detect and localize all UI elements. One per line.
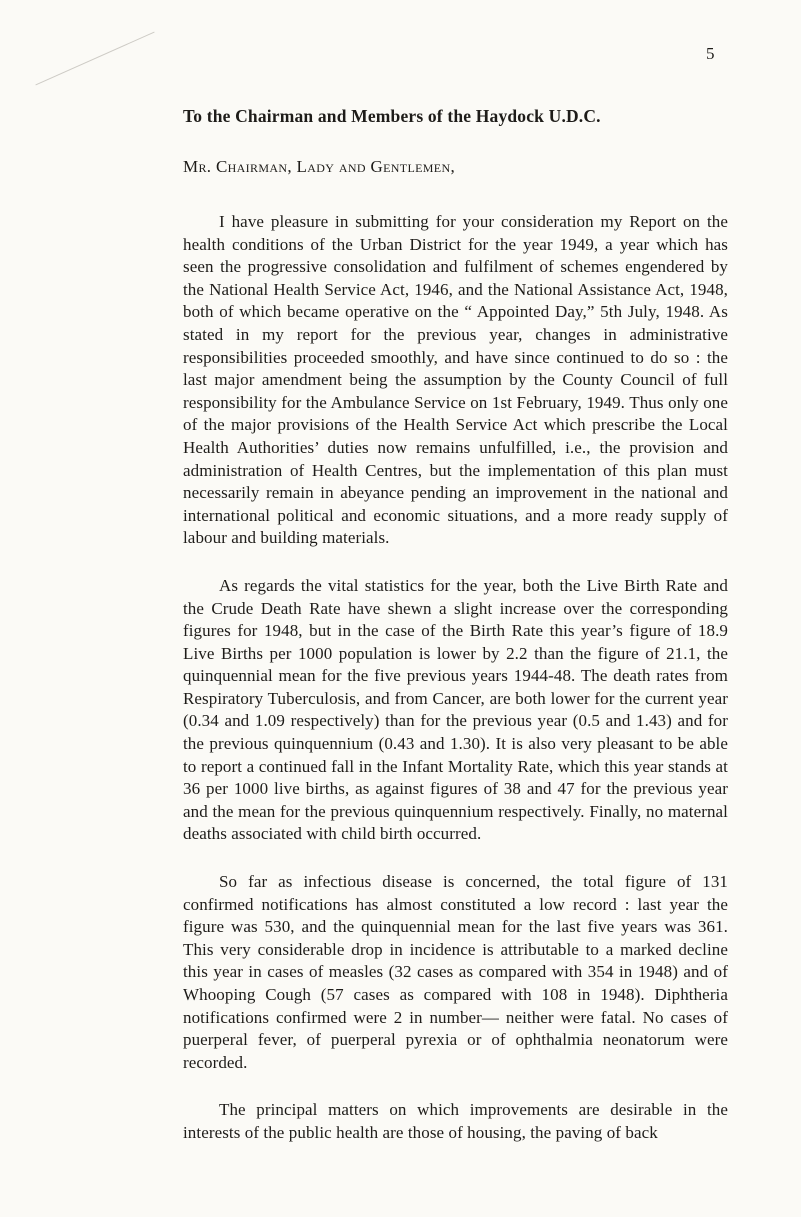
page-title: To the Chairman and Members of the Haydock U.D.C.	[183, 106, 601, 126]
salutation: Mr. Chairman, Lady and Gentlemen,	[183, 157, 456, 176]
paragraph: As regards the vital statistics for the year, both the Live Birth Rate and the Crude Death Rate have shewn a slight increase over the corresponding figures for 1948, but in the case of the Birth Rate this year’s figure of 18.9 Live Births per 1000 population is lower by 2.2 than the figure of 21.1, the quinquennial mean for the five previous years 1944-48. The death rates from Respiratory Tuberculosis, and from Cancer, are both lower for the current year (0.34 and 1.09 respectively) than for the previous year (0.5 and 1.43) and for the previous quinquennium (0.43 and 1.30). It is also very pleasant to be able to report a continued fall in the Infant Mortality Rate, which this year stands at 36 per 1000 live births, as against figures of 38 and 47 for the previous year and the mean for the previous quinquennium respectively. Finally, no maternal deaths associated with child birth occurred.	[183, 575, 728, 844]
page-number: 5	[706, 44, 715, 63]
scan-artifact	[35, 32, 154, 86]
page-content	[183, 106, 728, 1145]
paragraph: So far as infectious disease is concerned, the total figure of 131 confirmed notifications has almost constituted a low record : last year the figure was 530, and the quinquennial mean for the last five years was 361. This very considerable drop in incidence is attributable to a marked decline this year in cases of measles (32 cases as compared with 354 in 1948) and of Whooping Cough (57 cases as compared with 108 in 1948). Diphtheria notifications confirmed were 2 in number— neither were fatal. No cases of puerperal fever, of puerperal pyrexia or of ophthalmia neonatorum were recorded.	[183, 872, 728, 1072]
paragraph: The principal matters on which improvements are desirable in the interests of the public health are those of housing, the paving of back	[183, 1100, 728, 1142]
paragraph: I have pleasure in submitting for your consideration my Report on the health conditions of the Urban District for the year 1949, a year which has seen the progressive consolidation and fulfilment of schemes engendered by the National Health Service Act, 1946, and the National Assistance Act, 1948, both of which became operative on the “ Appointed Day,” 5th July, 1948. As stated in my report for the previous year, changes in administrative responsibilities proceeded smoothly, and have since continued to do so : the last major amendment being the assumption by the County Council of full responsibility for the Ambulance Service on 1st February, 1949. Thus only one of the major provisions of the Health Service Act which prescribe the Local Health Authorities’ duties now remains unfulfilled, i.e., the provision and administration of Health Centres, but the implementation of this plan must necessarily remain in abeyance pending an improvement in the national and international political and economic situations, and a more ready supply of labour and building materials.	[183, 212, 728, 548]
body-paragraphs	[183, 211, 728, 1145]
